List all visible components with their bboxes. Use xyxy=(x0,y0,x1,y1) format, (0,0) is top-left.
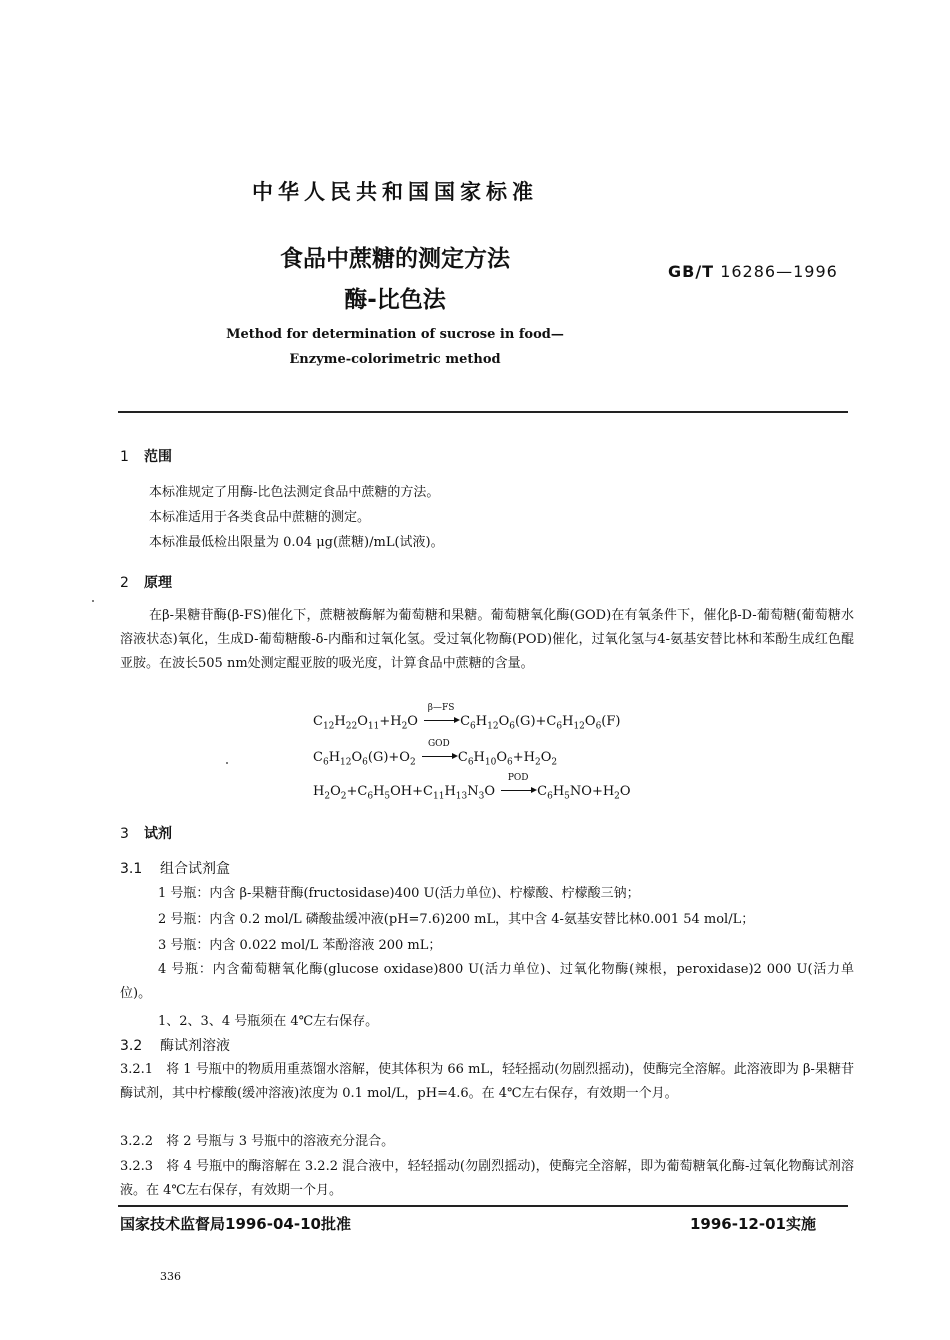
section-title: 范围 xyxy=(144,449,172,465)
equation-1: $C_{12}H_{22}O_{11}+H_2O$ β—FS $C_6H_{12}O_6(G)+C_6H_{12}O_6(F)$ xyxy=(313,703,621,732)
scan-speck xyxy=(226,762,228,764)
implementation-date: 1996-12-01实施 xyxy=(690,1215,816,1233)
scope-line-2: 本标准适用于各类食品中蔗糖的测定。 xyxy=(149,510,371,525)
section-number: 3 xyxy=(120,826,129,842)
principle-paragraph: 在β-果糖苷酶(β-FS)催化下，蔗糖被酶解为葡萄糖和果糖。葡萄糖氧化酶(GOD)在有氧条件下，催化β-D-葡萄糖(葡萄糖水溶液状态)氧化，生成D-葡萄糖酸-δ-内酯和过氧化氢。受过氧化物酶(POD)催化，过氧化氢与4-氨基安替比林和苯酚生成红色醌亚胺。在波长505 nm处测定醌亚胺的吸光度，计算食品中蔗糖的含量。 xyxy=(120,608,854,671)
reaction-arrow xyxy=(422,703,460,729)
enzyme-label: β—FS xyxy=(427,703,455,713)
reaction-arrow xyxy=(499,773,537,799)
section-1-heading xyxy=(120,446,172,466)
clause-3-2-1: 3.2.1 将 1 号瓶中的物质用重蒸馏水溶解，使其体积为 66 mL，轻轻摇动(勿剧烈摇动)，使酶完全溶解。此溶液即为 β-果糖苷酶试剂，其中柠檬酸(缓冲溶液)浓度为 0.1 mol/L，pH=4.6。在 4℃左右保存，有效期一个月。 xyxy=(120,1062,854,1101)
reaction-arrow xyxy=(420,739,458,765)
national-standard-heading: 中华人民共和国国家标准 xyxy=(252,180,538,204)
subsection-title: 组合试剂盒 xyxy=(160,861,230,877)
scope-line-3: 本标准最低检出限量为 0.04 μg(蔗糖)/mL(试液)。 xyxy=(149,535,444,550)
scan-speck xyxy=(92,600,94,602)
subsection-number: 3.2 xyxy=(120,1038,143,1054)
clause-3-2-2: 3.2.2 将 2 号瓶与 3 号瓶中的溶液充分混合。 xyxy=(120,1134,395,1149)
subsection-number: 3.1 xyxy=(120,861,143,877)
section-title: 原理 xyxy=(144,575,172,591)
section-3-heading xyxy=(120,823,172,843)
reagent-bottle-4: 4 号瓶：内含葡萄糖氧化酶(glucose oxidase)800 U(活力单位)、过氧化物酶(辣根，peroxidase)2 000 U(活力单位)。 xyxy=(120,962,854,1001)
section-title: 试剂 xyxy=(144,826,172,842)
reagent-bottle-1: 1 号瓶：内含 β-果糖苷酶(fructosidase)400 U(活力单位)、柠檬酸、柠檬酸三钠； xyxy=(158,886,640,901)
english-title-line2: Enzyme-colorimetric method xyxy=(289,352,501,367)
standard-code-number: 16286—1996 xyxy=(720,262,838,281)
header-divider xyxy=(118,411,848,413)
document-subtitle: 酶-比色法 xyxy=(344,287,446,313)
footer-divider xyxy=(118,1205,848,1207)
enzyme-label: GOD xyxy=(427,739,450,749)
scope-line-1: 本标准规定了用酶-比色法测定食品中蔗糖的方法。 xyxy=(149,485,440,500)
page-number: 336 xyxy=(160,1270,181,1283)
reagent-bottle-3: 3 号瓶：内含 0.022 mol/L 苯酚溶液 200 mL； xyxy=(158,938,442,953)
subsection-title: 酶试剂溶液 xyxy=(160,1038,230,1054)
section-2-heading xyxy=(120,572,172,592)
reagent-bottle-2: 2 号瓶：内含 0.2 mol/L 磷酸盐缓冲液(pH=7.6)200 mL，其中含 4-氨基安替比林0.001 54 mol/L； xyxy=(158,912,755,927)
subsection-3-1-heading xyxy=(120,858,230,878)
section-number: 2 xyxy=(120,575,129,591)
clause-3-2-3: 3.2.3 将 4 号瓶中的酶溶解在 3.2.2 混合液中，轻轻摇动(勿剧烈摇动)，使酶完全溶解，即为葡萄糖氧化酶-过氧化物酶试剂溶液。在 4℃左右保存，有效期一个月。 xyxy=(120,1159,854,1198)
equation-3: $H_2O_2+C_6H_5OH+C_{11}H_{13}N_3O$ POD $C_6H_5NO+H_2O$ xyxy=(313,773,631,802)
equation-2: $C_6H_{12}O_6(G)+O_2$ GOD $C_6H_{10}O_6+H_2O_2$ xyxy=(313,739,558,768)
approval-line: 国家技术监督局1996-04-10批准 xyxy=(120,1215,351,1233)
section-number: 1 xyxy=(120,449,129,465)
enzyme-label: POD xyxy=(507,773,529,783)
subsection-3-2-heading xyxy=(120,1035,230,1055)
english-title-line1: Method for determination of sucrose in food— xyxy=(226,327,564,342)
standard-code xyxy=(668,262,838,281)
standard-code-prefix: GB/T xyxy=(668,262,715,281)
storage-note: 1、2、3、4 号瓶须在 4℃左右保存。 xyxy=(158,1014,379,1029)
document-title: 食品中蔗糖的测定方法 xyxy=(280,246,510,272)
